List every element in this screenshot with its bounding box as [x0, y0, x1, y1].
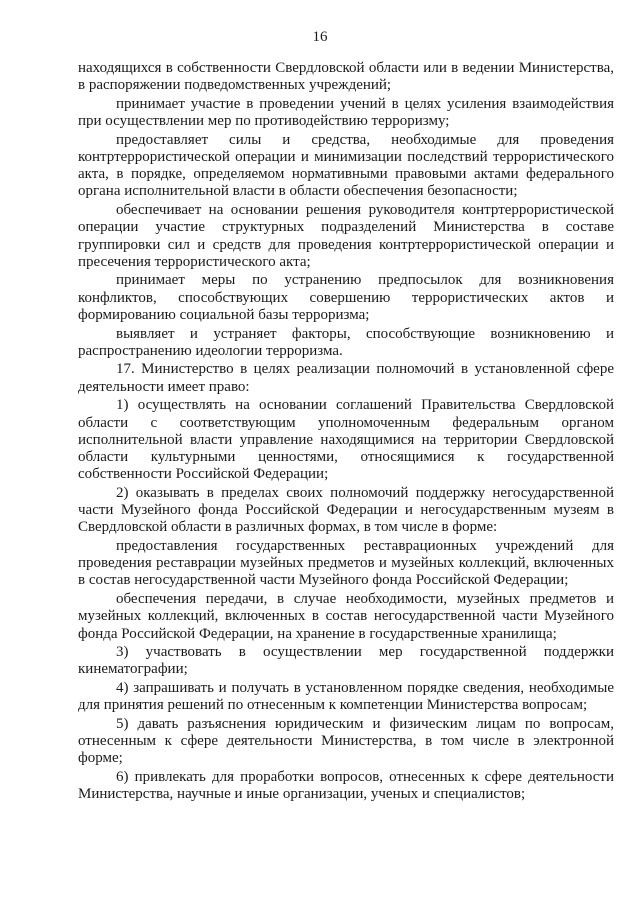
paragraph: принимает участие в проведении учений в целях усиления взаимодействия при осуществлении мер по противодействию терроризму;	[78, 95, 614, 130]
paragraph: принимает меры по устранению предпосылок для возникновения конфликтов, способствующих совершению террористических актов и формированию социальной базы терроризма;	[78, 272, 614, 323]
page-number: 16	[312, 29, 328, 45]
document-body	[78, 60, 614, 805]
paragraph: предоставляет силы и средства, необходимые для проведения контртеррористической операции и минимизации последствий террористического акта, в порядке, определяемом нормативными правовыми актами федерального органа исполнительной власти в области обеспечения безопасности;	[78, 131, 614, 200]
paragraph: обеспечения передачи, в случае необходимости, музейных предметов и музейных коллекций, включенных в состав негосударственной части Музейного фонда Российской Федерации, на хранение в государственные хранилища;	[78, 591, 614, 642]
paragraph: 17. Министерство в целях реализации полномочий в установленной сфере деятельности имеет право:	[78, 361, 614, 395]
paragraph: 4) запрашивать и получать в установленном порядке сведения, необходимые для принятия решений по отнесенным к компетенции Министерства вопросам;	[78, 680, 614, 714]
paragraph: находящихся в собственности Свердловской области или в ведении Министерства, в распоряжении подведомственных учреждений;	[78, 60, 614, 94]
paragraph: 2) оказывать в пределах своих полномочий поддержку негосударственной части Музейного фонда Российской Федерации и негосударственным музеям в Свердловской области в различных формах, в том числе в форме:	[78, 484, 614, 536]
paragraph: 6) привлекать для проработки вопросов, отнесенных к сфере деятельности Министерства, научные и иные организации, ученых и специалистов;	[78, 769, 614, 803]
paragraph: 3) участвовать в осуществлении мер государственной поддержки кинематографии;	[78, 644, 614, 678]
paragraph: предоставления государственных реставрационных учреждений для проведения реставрации музейных предметов и музейных коллекций, включенных в состав негосударственной части Музейного фонда Российской Федерации;	[78, 537, 614, 589]
paragraph: 5) давать разъяснения юридическим и физическим лицам по вопросам, отнесенным к сфере деятельности Министерства, в том числе в электронной форме;	[78, 716, 614, 767]
paragraph: обеспечивает на основании решения руководителя контртеррористической операции участие структурных подразделений Министерства в составе группировки сил и средств для проведения контртеррористической операции и пресечения террористического акта;	[78, 202, 614, 270]
paragraph: выявляет и устраняет факторы, способствующие возникновению и распространению идеологии терроризма.	[78, 325, 614, 359]
paragraph: 1) осуществлять на основании соглашений Правительства Свердловской области с соответствующим уполномоченным федеральным органом исполнительной власти управление находящимися на территории Свердловской области культурными ценностями, относящимися к государственной собственности Российской Федерации;	[78, 397, 614, 483]
